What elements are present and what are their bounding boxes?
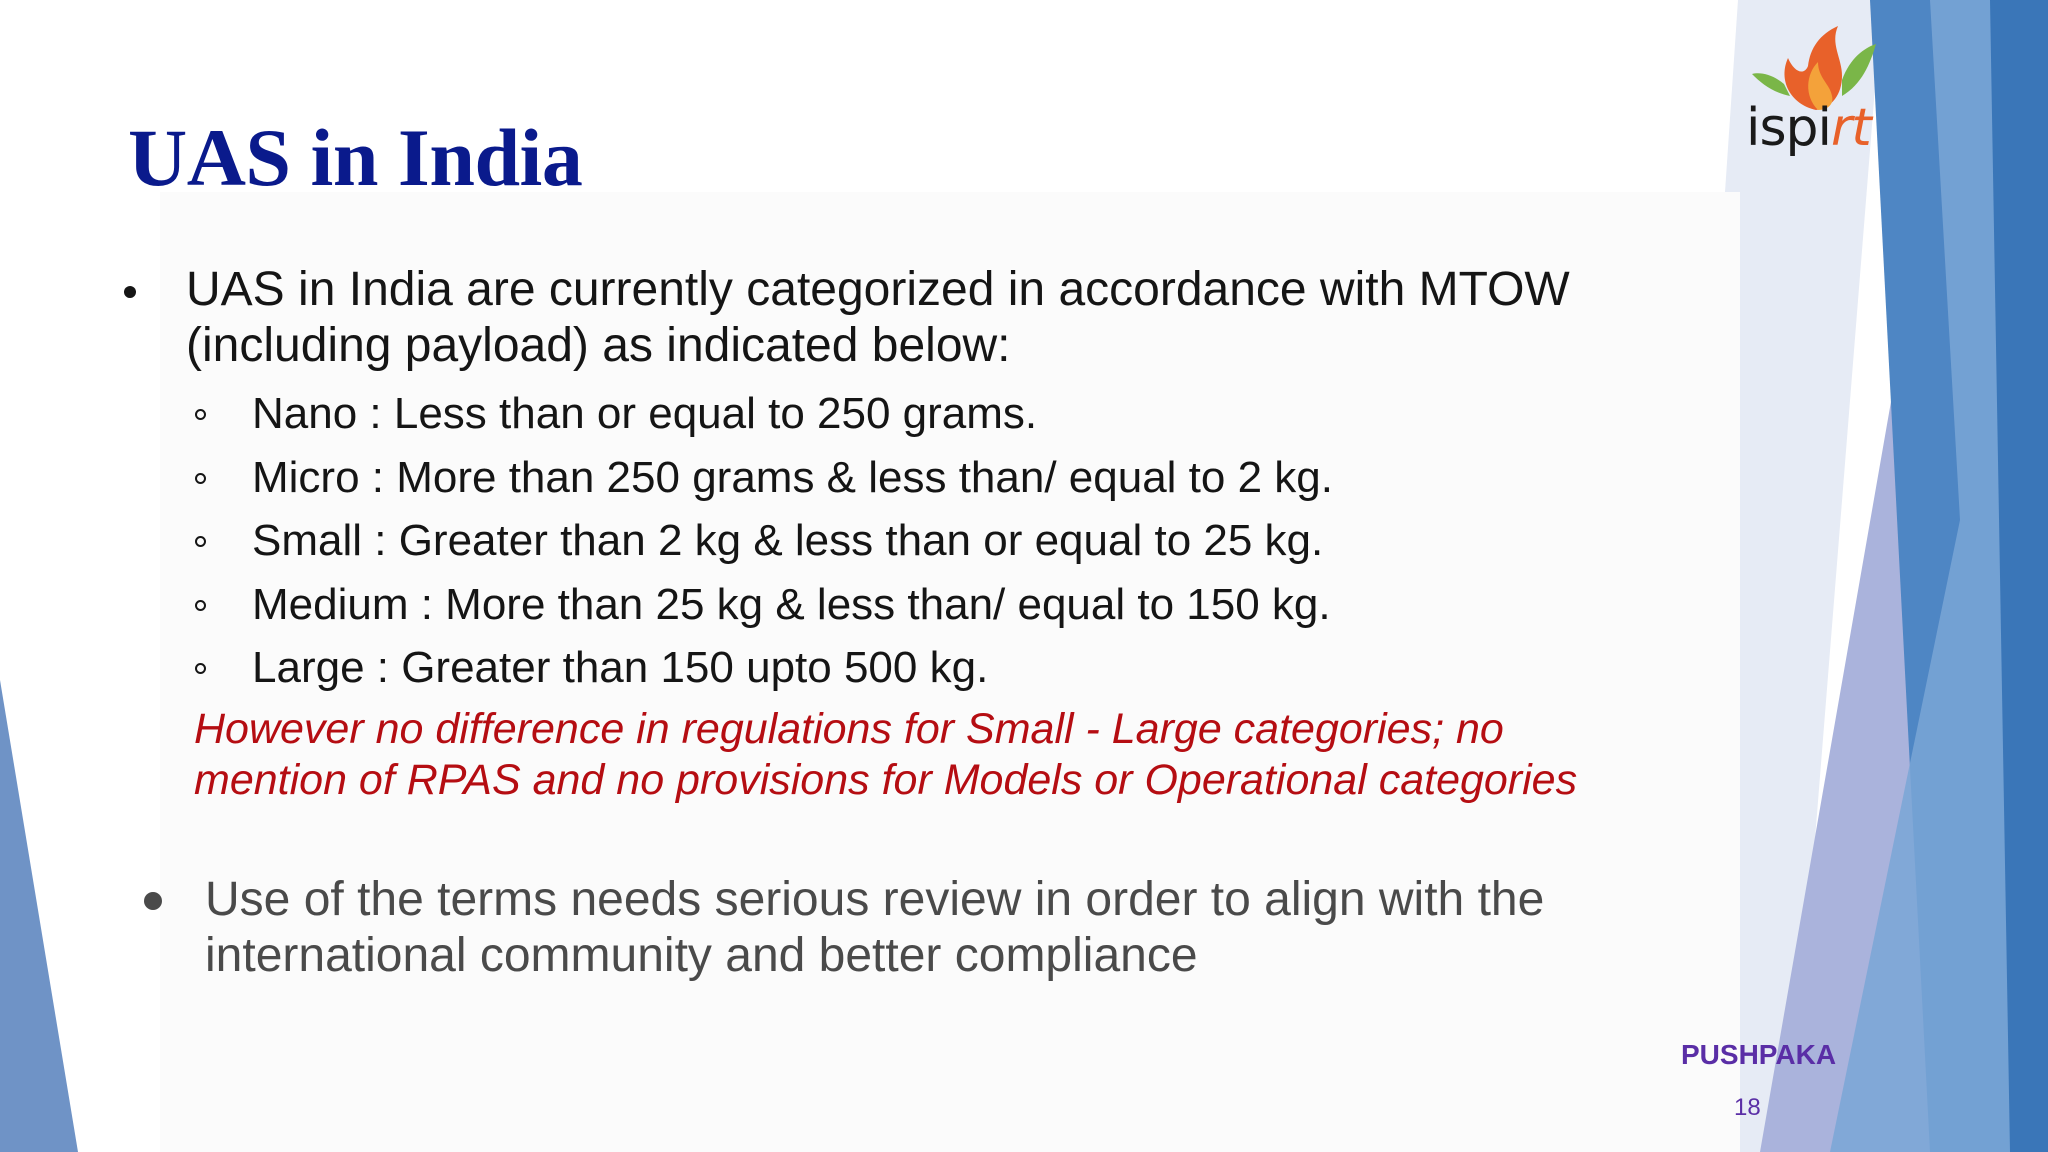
page-number: 18 (1734, 1094, 1761, 1121)
logo-text-accent: rt (1831, 98, 1871, 158)
hollow-bullet-icon (195, 473, 206, 484)
bullet-item (122, 262, 1622, 806)
hollow-bullet-icon (195, 600, 206, 611)
sub-bullet-item (186, 636, 1622, 700)
ispirt-wordmark (1746, 98, 1871, 158)
sub-bullet-text: Nano : Less than or equal to 250 grams. (252, 389, 1038, 438)
sub-bullet-list (186, 382, 1622, 700)
sub-bullet-text: Medium : More than 25 kg & less than/ equal to 150 kg. (252, 579, 1331, 629)
bullet-text: UAS in India are currently categorized in accordance with MTOW (including payload) as indicated below: (186, 263, 1570, 372)
sub-bullet-text: Micro : More than 250 grams & less than/ equal to 2 kg. (252, 452, 1333, 502)
hollow-bullet-icon (195, 536, 206, 547)
sub-bullet-item (186, 573, 1622, 637)
hollow-bullet-icon (195, 409, 206, 420)
sub-bullet-item (186, 509, 1622, 573)
slide-title: UAS in India (128, 112, 583, 203)
left-blue-triangle (0, 680, 78, 1152)
main-bullet-list (122, 262, 1622, 806)
regulation-note: However no difference in regulations for Small - Large categories; no mention of RPAS and no provisions for Models or Operational categories (194, 704, 1578, 804)
sub-bullet-text: Small : Greater than 2 kg & less than or equal to 25 kg. (252, 516, 1324, 565)
bullet-item (138, 872, 1685, 984)
bullet-text: Use of the terms needs serious review in order to align with the international community and better compliance (205, 873, 1545, 982)
logo-text-main: ispi (1746, 98, 1831, 158)
sub-bullet-item (186, 446, 1622, 510)
sub-bullet-text: Large : Greater than 150 upto 500 kg. (252, 643, 989, 692)
bullet-dot-icon (144, 892, 162, 910)
hollow-bullet-icon (195, 663, 206, 674)
sub-bullet-item (186, 382, 1622, 446)
footer-brand: PUSHPAKA (1681, 1039, 1837, 1070)
bullet-dot-icon (124, 286, 136, 298)
